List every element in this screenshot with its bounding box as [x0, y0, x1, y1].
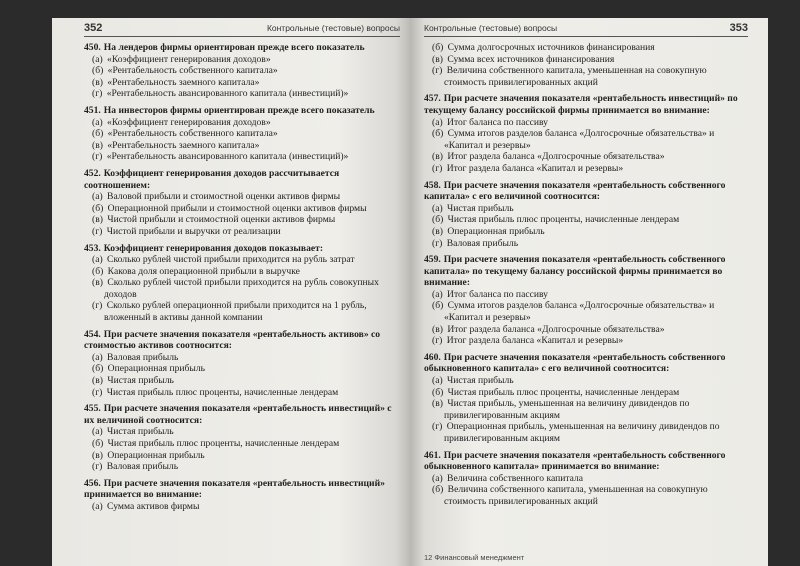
answer-option [84, 88, 400, 100]
answer-option [84, 363, 400, 375]
option-text: Сумма долгосрочных источников финансирования [447, 42, 655, 53]
option-letter: (в) [432, 323, 446, 335]
left-running-head-title: Контрольные (тестовые) вопросы [266, 23, 400, 33]
option-text: Величина собственного капитала [447, 472, 584, 484]
question-number: 461. [424, 449, 441, 461]
option-letter: (б) [432, 386, 446, 398]
option-text: «Рентабельность авансированного капитала (инвестиций)» [106, 151, 349, 163]
option-text: Валовая прибыль [106, 461, 179, 473]
option-text: Операционной прибыли и стоимостной оценки активов фирмы [107, 202, 367, 214]
option-letter: (в) [432, 398, 446, 410]
question-stem: При расчете значения показателя «рентабельность собственного обыкновенного капитала» принимается во внимание: [424, 449, 726, 473]
option-letter: (а) [432, 375, 446, 387]
question-text [424, 254, 748, 289]
option-text: Сумма всех источников финансирования [447, 53, 615, 65]
right-running-head [424, 22, 748, 37]
question-number: 457. [424, 93, 441, 105]
option-letter: (г) [432, 421, 445, 433]
answer-option [84, 54, 400, 66]
option-letter: (б) [432, 484, 446, 496]
option-letter: (а) [432, 472, 446, 484]
right-question-list [424, 93, 748, 507]
option-text: Величина собственного капитала, уменьшенная на совокупную стоимость привилегированных акций [444, 65, 707, 88]
answer-option [84, 65, 400, 77]
option-text: Чистой прибыли и выручки от реализации [106, 225, 281, 237]
left-running-head [84, 22, 400, 37]
option-letter: (г) [92, 88, 105, 100]
answer-option [84, 140, 400, 152]
question-number: 455. [84, 403, 101, 415]
question-stem: На лендеров фирмы ориентирован прежде всего показатель [103, 42, 365, 53]
option-text: Операционная прибыль [107, 363, 206, 375]
option-letter: (а) [432, 202, 446, 214]
option-letter: (в) [92, 139, 106, 151]
answer-option [84, 450, 400, 462]
option-letter: (б) [92, 265, 106, 277]
option-letter: (г) [92, 225, 105, 237]
question-text [84, 42, 400, 54]
answer-option [84, 266, 400, 278]
option-letter: (в) [92, 375, 106, 387]
question-text [84, 168, 400, 191]
question-item [84, 478, 400, 513]
question-number: 459. [424, 254, 441, 266]
option-text: Сколько рублей чистой прибыли приходится на рубль затрат [107, 254, 355, 266]
question-text [84, 403, 400, 426]
option-letter: (г) [92, 300, 105, 312]
page-footer: 12 Финансовый менеджмент [424, 553, 525, 562]
option-text: Операционная прибыль [107, 449, 205, 461]
answer-option [424, 473, 748, 485]
option-text: Чистая прибыль [107, 426, 174, 438]
option-text: Итог баланса по пассиву [447, 288, 548, 300]
answer-option [84, 387, 400, 399]
question-stem: Коэффициент генерирования доходов показывает: [103, 242, 324, 254]
question-text [84, 329, 400, 352]
option-text: «Коэффициент генерирования доходов» [107, 53, 271, 65]
answer-option [424, 238, 748, 250]
right-page-number: 353 [729, 22, 748, 34]
option-letter: (в) [92, 214, 106, 226]
option-letter: (г) [432, 65, 445, 77]
answer-option [424, 387, 748, 399]
option-letter: (г) [432, 335, 445, 347]
option-text: Чистая прибыль плюс проценты, начисленные лендерам [107, 438, 340, 449]
answer-option [424, 375, 748, 387]
option-letter: (а) [92, 500, 106, 512]
option-letter: (б) [92, 65, 106, 77]
answer-option [424, 484, 748, 507]
option-letter: (г) [92, 151, 105, 163]
option-text: Сумма итогов разделов баланса «Долгосрочные обязательства» и «Капитал и резервы» [444, 300, 715, 324]
option-text: Валовая прибыль [446, 237, 519, 249]
option-text: Чистая прибыль, уменьшенная на величину дивидендов по привилегированным акциям [444, 398, 690, 421]
answer-option [84, 352, 400, 364]
answer-option [424, 324, 748, 336]
option-text: «Рентабельность собственного капитала» [107, 128, 278, 140]
option-letter: (г) [432, 237, 445, 249]
option-letter: (б) [432, 300, 446, 312]
question-text [84, 105, 400, 117]
answer-option [424, 117, 748, 129]
option-text: Сколько рублей операционной прибыли приходится на 1 рубль, вложенный в активы данной компании [104, 300, 367, 324]
question-stem: При расчете значения показателя «рентабельность активов» со стоимостью активов соотносится: [84, 328, 381, 352]
continued-options [424, 42, 748, 88]
option-letter: (б) [92, 438, 106, 449]
option-text: Какова доля операционной прибыли в выручке [107, 265, 300, 277]
answer-option [424, 203, 748, 215]
question-number: 460. [424, 351, 441, 363]
option-letter: (в) [92, 277, 106, 289]
question-text [84, 478, 400, 501]
option-text: Итог раздела баланса «Капитал и резервы» [446, 335, 624, 347]
option-letter: (а) [92, 191, 106, 203]
question-number: 451. [84, 104, 101, 116]
option-letter: (а) [92, 254, 106, 266]
question-stem: При расчете значения показателя «рентабельность инвестиций» с их величиной соотносится: [84, 403, 392, 426]
option-text: «Рентабельность заемного капитала» [107, 139, 260, 151]
question-item [84, 105, 400, 163]
question-item [84, 168, 400, 238]
option-text: Сумма итогов разделов баланса «Долгосрочные обязательства» и «Капитал и резервы» [444, 128, 715, 151]
option-letter: (а) [92, 116, 106, 128]
option-text: Чистая прибыль [107, 375, 174, 387]
option-text: Итог раздела баланса «Капитал и резервы» [446, 162, 624, 174]
right-page [410, 18, 768, 566]
option-letter: (б) [92, 128, 106, 140]
question-item [424, 352, 748, 445]
book-spread [52, 18, 768, 566]
answer-option [424, 42, 748, 54]
answer-option [84, 214, 400, 226]
question-number: 453. [84, 242, 101, 254]
option-text: Сколько рублей чистой прибыли приходится на рубль совокупных доходов [104, 277, 379, 300]
option-letter: (а) [92, 53, 106, 65]
option-text: Чистая прибыль плюс проценты, начисленные лендерам [447, 386, 680, 398]
answer-option [424, 421, 748, 444]
left-page-number: 352 [84, 22, 103, 34]
question-stem: При расчете значения показателя «рентабельность инвестиций» принимается во внимание: [84, 477, 385, 501]
answer-option [84, 375, 400, 387]
option-letter: (б) [92, 363, 106, 375]
option-letter: (в) [92, 449, 106, 461]
option-text: Операционная прибыль, уменьшенная на величину дивидендов по привилегированным акциям [444, 421, 720, 444]
option-text: «Рентабельность авансированного капитала (инвестиций)» [106, 88, 349, 100]
question-item [424, 180, 748, 250]
question-stem: При расчете значения показателя «рентабельность собственного обыкновенного капитала» с его величиной соотносится: [424, 351, 726, 375]
answer-option [84, 461, 400, 473]
question-item [84, 329, 400, 399]
option-letter: (а) [432, 116, 446, 128]
answer-option [424, 300, 748, 323]
question-item [424, 254, 748, 347]
answer-option [84, 426, 400, 438]
option-letter: (в) [432, 225, 446, 237]
question-item [84, 42, 400, 100]
question-number: 452. [84, 167, 101, 179]
question-item [424, 93, 748, 174]
question-stem: При расчете значения показателя «рентабельность собственного капитала» по текущему балансу российской фирмы принимается во внимание: [424, 254, 726, 289]
question-text [84, 243, 400, 255]
answer-option [84, 77, 400, 89]
answer-option [424, 398, 748, 421]
left-question-list [84, 42, 400, 513]
option-letter: (в) [432, 53, 446, 65]
option-letter: (б) [432, 214, 446, 226]
answer-option [424, 65, 748, 88]
option-text: «Рентабельность собственного капитала» [107, 65, 278, 77]
option-text: Величина собственного капитала, уменьшенная на совокупную стоимость привилегированных акций [444, 484, 708, 507]
option-text: Итог раздела баланса «Долгосрочные обязательства» [447, 323, 665, 335]
question-item [424, 450, 748, 508]
question-number: 458. [424, 179, 441, 191]
option-letter: (а) [92, 426, 106, 438]
answer-option [84, 254, 400, 266]
option-letter: (г) [92, 461, 105, 473]
option-letter: (г) [432, 162, 445, 174]
question-stem: Коэффициент генерирования доходов рассчитывается соотношением: [84, 167, 340, 191]
option-text: Валовая прибыль [107, 351, 179, 363]
answer-option [84, 128, 400, 140]
question-stem: На инвесторов фирмы ориентирован прежде всего показатель [103, 104, 375, 116]
answer-option [424, 163, 748, 175]
answer-option [84, 226, 400, 238]
option-text: Чистая прибыль плюс проценты, начисленные лендерам [106, 386, 339, 398]
question-item [84, 243, 400, 324]
answer-option [424, 128, 748, 151]
question-stem: При расчете значения показателя «рентабельность инвестиций» по текущему балансу российской фирмы принимается во внимание: [424, 93, 738, 116]
option-text: Чистая прибыль плюс проценты, начисленные лендерам [447, 214, 680, 226]
right-running-head-title: Контрольные (тестовые) вопросы [424, 23, 558, 33]
option-text: «Рентабельность заемного капитала» [107, 76, 260, 88]
option-letter: (а) [92, 351, 106, 363]
answer-option [84, 203, 400, 215]
option-text: Операционная прибыль [447, 225, 545, 237]
option-letter: (в) [92, 76, 106, 88]
option-text: Итог раздела баланса «Долгосрочные обязательства» [447, 151, 665, 163]
question-text [424, 352, 748, 375]
question-number: 454. [84, 328, 101, 340]
option-letter: (б) [92, 202, 106, 214]
question-text [424, 93, 748, 116]
answer-option [84, 300, 400, 323]
answer-option [424, 335, 748, 347]
option-letter: (б) [432, 42, 446, 53]
option-letter: (б) [432, 128, 446, 140]
answer-option [84, 438, 400, 450]
option-text: «Коэффициент генерирования доходов» [107, 116, 271, 128]
answer-option [424, 226, 748, 238]
answer-option [84, 191, 400, 203]
left-page [52, 18, 410, 566]
answer-option [84, 277, 400, 300]
question-item [84, 403, 400, 473]
option-text: Чистая прибыль [447, 375, 514, 387]
option-text: Чистая прибыль [447, 202, 514, 214]
option-text: Итог баланса по пассиву [447, 116, 548, 128]
option-text: Сумма активов фирмы [107, 500, 200, 512]
answer-option [84, 151, 400, 163]
question-number: 456. [84, 477, 101, 489]
question-text [424, 450, 748, 473]
answer-option [424, 289, 748, 301]
question-text [424, 180, 748, 203]
answer-option [424, 54, 748, 66]
question-stem: При расчете значения показателя «рентабельность собственного капитала» с его величиной соотносится: [424, 179, 726, 203]
answer-option [84, 117, 400, 129]
option-letter: (г) [92, 386, 105, 398]
answer-option [424, 214, 748, 226]
option-letter: (а) [432, 288, 446, 300]
option-letter: (в) [432, 151, 446, 163]
question-number: 450. [84, 42, 101, 53]
answer-option [424, 151, 748, 163]
answer-option [84, 501, 400, 513]
option-text: Чистой прибыли и стоимостной оценки активов фирмы [107, 214, 336, 226]
option-text: Валовой прибыли и стоимостной оценки активов фирмы [107, 191, 341, 203]
